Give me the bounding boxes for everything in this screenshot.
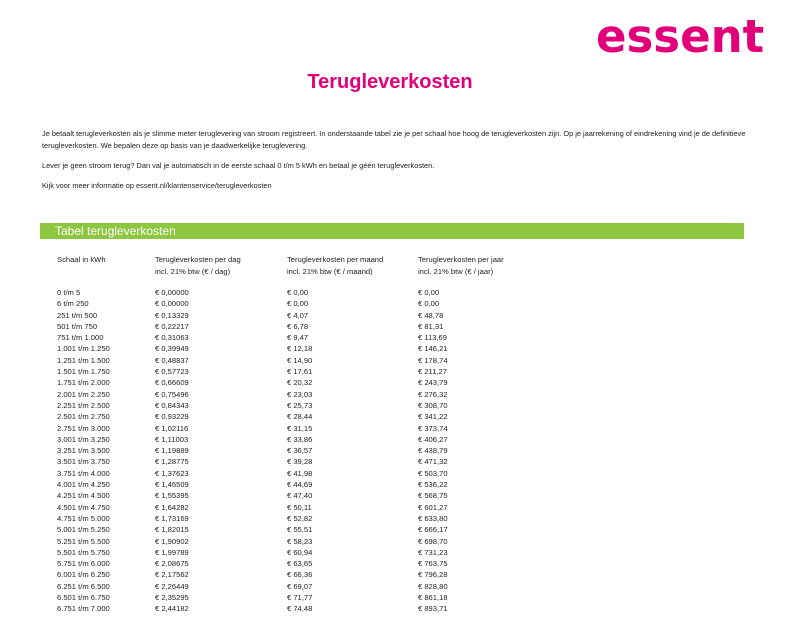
cell-per-dag: € 1,19889 [155, 446, 189, 456]
cell-per-jaar: € 536,22 [418, 480, 448, 490]
cell-per-jaar: € 308,70 [418, 400, 448, 410]
table-row [0, 411, 800, 422]
cell-per-maand: € 50,11 [287, 502, 312, 512]
table-row [0, 445, 800, 456]
table-row [0, 310, 800, 321]
cell-per-jaar: € 276,32 [418, 389, 448, 399]
cell-per-dag: € 2,08675 [155, 559, 189, 569]
cell-per-jaar: € 828,80 [418, 581, 448, 591]
table-row [0, 389, 800, 400]
cell-per-dag: € 0,39949 [155, 344, 189, 354]
cell-per-maand: € 41,98 [287, 468, 313, 478]
table-row [0, 547, 800, 558]
cell-per-maand: € 58,23 [287, 536, 313, 546]
cell-schaal: 6.001 t/m 6.250 [57, 570, 110, 580]
cell-schaal: 4.751 t/m 5.000 [57, 513, 110, 523]
table-row [0, 377, 800, 388]
cell-per-maand: € 36,57 [287, 446, 313, 456]
cell-per-maand: € 52,82 [287, 513, 313, 523]
cell-per-jaar: € 503,70 [418, 468, 448, 478]
cell-per-jaar: € 0,00 [418, 288, 440, 297]
cell-schaal: 3.751 t/m 4.000 [57, 468, 110, 478]
table-row [0, 581, 800, 592]
cell-per-dag: € 1,73169 [155, 513, 189, 523]
cell-per-dag: € 0,66609 [155, 378, 189, 388]
cell-schaal: 3.251 t/m 3.500 [57, 446, 110, 456]
table-row [0, 490, 800, 501]
column-header-maand: Terugleverkosten per maand incl. 21% btw (€ / maand) [287, 255, 384, 276]
cell-per-dag: € 0,22217 [155, 321, 189, 331]
table-row [0, 603, 800, 614]
intro-paragraph-3: Kijk voor meer informatie op essent.nl/klantenservice/terugleverkosten [42, 181, 272, 190]
cell-per-jaar: € 568,75 [418, 491, 448, 501]
cell-per-dag: € 1,46509 [155, 480, 189, 490]
table-row [0, 592, 800, 603]
cell-per-jaar: € 48,78 [418, 310, 444, 320]
cell-schaal: 1.001 t/m 1.250 [57, 344, 110, 354]
cell-schaal: 6.751 t/m 7.000 [57, 604, 110, 614]
cell-per-jaar: € 471,32 [418, 457, 448, 467]
cell-per-dag: € 0,93229 [155, 412, 189, 422]
cell-per-maand: € 6,78 [287, 321, 309, 331]
cell-per-jaar: € 601,27 [418, 502, 448, 512]
cell-per-maand: € 0,00 [287, 288, 309, 297]
cell-per-maand: € 0,00 [287, 299, 309, 309]
cell-per-dag: € 0,13329 [155, 310, 189, 320]
cell-schaal: 2.751 t/m 3.000 [57, 423, 110, 433]
cell-per-jaar: € 211,27 [418, 367, 447, 377]
column-header-schaal: Schaal in kWh [57, 255, 106, 264]
cell-schaal: 3.001 t/m 3.250 [57, 434, 110, 444]
cell-per-dag: € 0,48837 [155, 355, 189, 365]
cell-per-maand: € 12,18 [287, 344, 313, 354]
cell-per-dag: € 1,11003 [155, 434, 189, 444]
intro-paragraph-1: Je betaalt terugleverkosten als je slimme meter teruglevering van stroom registreert. In onderstaande tabel zie je per schaal hoe hoog de terugleverkosten zijn. Op je jaarrekening of eindrekening vind je de definitieve terugleverkosten. We bepalen deze op basis van je daadwerkelijke teruglevering. [42, 129, 746, 150]
cell-per-jaar: € 861,18 [418, 593, 448, 603]
cell-per-maand: € 14,90 [287, 355, 313, 365]
cell-schaal: 1.751 t/m 2.000 [57, 378, 110, 388]
cell-schaal: 3.501 t/m 3.750 [57, 457, 110, 467]
table-row [0, 468, 800, 479]
cell-per-dag: € 2,17562 [155, 570, 189, 580]
cell-per-maand: € 33,86 [287, 434, 313, 444]
cell-schaal: 2.251 t/m 2.500 [57, 400, 110, 410]
cell-per-jaar: € 373,74 [418, 423, 448, 433]
cell-per-maand: € 25,73 [287, 400, 313, 410]
table-row [0, 569, 800, 580]
table-row [0, 366, 800, 377]
cell-per-jaar: € 146,21 [418, 344, 448, 354]
cell-schaal: 501 t/m 750 [57, 321, 98, 331]
cell-schaal: 6.501 t/m 6.750 [57, 593, 110, 603]
cell-per-maand: € 60,94 [287, 547, 313, 557]
cell-per-maand: € 44,69 [287, 480, 313, 490]
table-row [0, 332, 800, 343]
cell-schaal: 4.251 t/m 4.500 [57, 491, 110, 501]
table-row [0, 502, 800, 513]
table-row [0, 558, 800, 569]
cell-per-jaar: € 633,80 [418, 513, 448, 523]
table-row [0, 524, 800, 535]
cell-schaal: 5.501 t/m 5.750 [57, 547, 110, 557]
cell-per-maand: € 39,28 [287, 457, 313, 467]
table-row [0, 434, 800, 445]
cell-per-jaar: € 698,70 [418, 536, 448, 546]
cell-per-jaar: € 731,23 [418, 547, 448, 557]
table-row [0, 355, 800, 366]
cell-schaal: 5.251 t/m 5.500 [57, 536, 110, 546]
cell-per-maand: € 23,03 [287, 389, 313, 399]
cell-per-dag: € 0,84343 [155, 400, 189, 410]
cell-per-dag: € 0,00000 [155, 299, 189, 309]
cell-schaal: 1.501 t/m 1.750 [57, 367, 110, 377]
cell-per-dag: € 1,28775 [155, 457, 189, 467]
cell-per-jaar: € 0,00 [418, 299, 440, 309]
intro-paragraph-2: Lever je geen stroom terug? Dan val je automatisch in de eerste schaal 0 t/m 5 kWh en betaal je géén terugleverkosten. [42, 161, 435, 170]
cell-per-dag: € 1,64282 [155, 502, 189, 512]
cell-per-dag: € 0,31063 [155, 333, 189, 343]
cell-per-maand: € 47,40 [287, 491, 313, 501]
section-banner [40, 223, 744, 239]
cell-per-dag: € 2,26449 [155, 581, 189, 591]
cell-per-dag: € 1,90902 [155, 536, 189, 546]
cell-schaal: 251 t/m 500 [57, 310, 98, 320]
cell-per-dag: € 1,55395 [155, 491, 189, 501]
cell-per-dag: € 2,35295 [155, 593, 189, 603]
cell-per-jaar: € 406,27 [418, 434, 448, 444]
cell-per-jaar: € 341,22 [418, 412, 448, 422]
cell-schaal: 5.751 t/m 6.000 [57, 559, 110, 569]
cell-per-maand: € 31,15 [287, 423, 313, 433]
cell-per-dag: € 0,75496 [155, 389, 189, 399]
cell-per-jaar: € 81,31 [418, 321, 444, 331]
cell-per-maand: € 66,36 [287, 570, 313, 580]
cell-schaal: 1.251 t/m 1.500 [57, 355, 110, 365]
table-row [0, 479, 800, 490]
cell-per-maand: € 71,77 [287, 593, 313, 603]
table-row [0, 287, 800, 298]
cell-per-dag: € 0,57723 [155, 367, 189, 377]
column-header-dag: Terugleverkosten per dag incl. 21% btw (€ / dag) [155, 255, 241, 276]
cell-per-maand: € 17,61 [287, 367, 313, 377]
table-row [0, 536, 800, 547]
table-row [0, 343, 800, 354]
cell-per-dag: € 0,00000 [155, 288, 189, 297]
page-title: Terugleverkosten [307, 71, 473, 93]
cell-per-dag: € 1,02116 [155, 423, 189, 433]
table-row [0, 423, 800, 434]
cell-per-dag: € 1,82015 [155, 525, 189, 535]
cell-schaal: 0 t/m 5 [57, 288, 81, 297]
cell-schaal: 2.001 t/m 2.250 [57, 389, 110, 399]
cell-per-jaar: € 243,79 [418, 378, 448, 388]
intro-text [42, 128, 762, 200]
cell-schaal: 6 t/m 250 [57, 299, 89, 309]
cell-per-dag: € 1,37623 [155, 468, 189, 478]
cell-schaal: 4.501 t/m 4.750 [57, 502, 110, 512]
cell-per-maand: € 55,51 [287, 525, 313, 535]
cell-per-maand: € 28,44 [287, 412, 313, 422]
cell-per-maand: € 4,07 [287, 310, 309, 320]
cell-per-jaar: € 178,74 [418, 355, 448, 365]
table-row [0, 321, 800, 332]
cell-per-jaar: € 438,79 [418, 446, 448, 456]
cell-schaal: 2.501 t/m 2.750 [57, 412, 110, 422]
table-row [0, 298, 800, 309]
cell-per-maand: € 20,32 [287, 378, 313, 388]
cell-per-jaar: € 893,71 [418, 604, 448, 614]
table-body [0, 287, 800, 615]
cell-schaal: 4.001 t/m 4.250 [57, 480, 110, 490]
cell-per-maand: € 9,47 [287, 333, 309, 343]
cell-per-maand: € 69,07 [287, 581, 313, 591]
table-row [0, 400, 800, 411]
cell-per-jaar: € 763,75 [418, 559, 448, 569]
cell-schaal: 6.251 t/m 6.500 [57, 581, 110, 591]
cell-per-dag: € 2,44182 [155, 604, 189, 614]
cell-schaal: 5.001 t/m 5.250 [57, 525, 110, 535]
section-title: Tabel terugleverkosten [55, 224, 176, 238]
cell-per-jaar: € 796,28 [418, 570, 448, 580]
column-header-jaar: Terugleverkosten per jaar incl. 21% btw (€ / jaar) [418, 255, 504, 276]
cell-per-dag: € 1,99789 [155, 547, 189, 557]
cell-schaal: 751 t/m 1.000 [57, 333, 104, 343]
table-row [0, 456, 800, 467]
cell-per-maand: € 63,65 [287, 559, 313, 569]
cell-per-maand: € 74,48 [287, 604, 313, 614]
cell-per-jaar: € 113,69 [418, 333, 447, 343]
cell-per-jaar: € 666,17 [418, 525, 448, 535]
table-row [0, 513, 800, 524]
essent-logo: essent [596, 10, 765, 63]
